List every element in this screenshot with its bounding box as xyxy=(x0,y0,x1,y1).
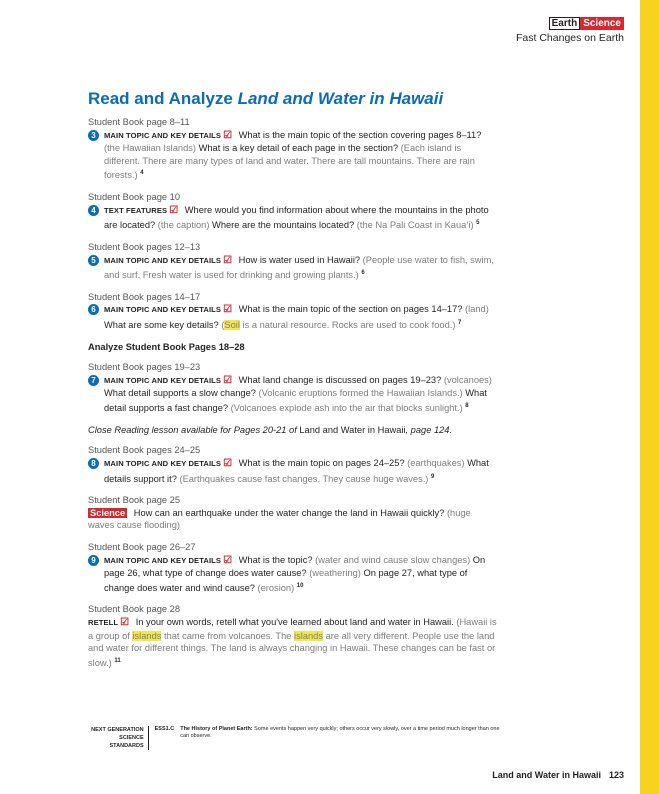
answer-text: (the Na Pali Coast in Kaua‘i) xyxy=(356,220,474,231)
skill-label: TEXT FEATURES xyxy=(104,205,168,215)
highlighted-word: Soil xyxy=(224,320,240,331)
section-heading: Analyze Student Book Pages 18–28 xyxy=(88,341,245,352)
checkbox-icon: ☑ xyxy=(120,617,130,629)
earth-science-logo xyxy=(549,17,624,30)
page-number: 123 xyxy=(608,770,624,780)
answer-text: (huge waves cause flooding) xyxy=(88,507,471,531)
standard-text: The History of Planet Earth: Some events happen very quickly; others occur very slowly, over a time period much longer than one can observe. xyxy=(180,726,500,739)
answer-text: (volcanoes) xyxy=(443,374,492,385)
retell-question: RETELL ☑ In your own words, retell what you've learned about land and water in Hawaii. (Hawaii is a group of islands that came from volcanoes. The islands are all very different. People use the land and water for different things. The land is always changing in Hawaii. These changes can be fast or slow.) $^{11}$ xyxy=(88,617,497,668)
question-item: 7 MAIN TOPIC AND KEY DETAILS ☑ What land change is discussed on pages 19–23? (volcanoes) What detail supports a slow change? (Volcanic eruptions formed the Hawaiian Islands.) What detail supports a fast change? (Volcanoes explode ash into the air that blocks sunlight.) $^8$ xyxy=(88,374,498,415)
footnote-ref: 6 xyxy=(361,270,365,277)
footnote-ref: 10 xyxy=(296,582,304,589)
page-ref: Student Book page 10 xyxy=(88,192,181,203)
checkbox-icon: ☑ xyxy=(223,129,233,141)
answer-text: (Volcanoes explode ash into the air that blocks sunlight.) xyxy=(230,403,463,414)
science-question: Science How can an earthquake under the water change the land in Hawaii quickly? (huge waves cause flooding) xyxy=(88,507,471,531)
answer-text: (erosion) xyxy=(257,582,295,593)
answer-text: (Earthquakes cause fast changes. They cause huge waves.) xyxy=(179,473,429,484)
footnote-ref: 7 xyxy=(458,320,462,326)
highlighted-word: islands xyxy=(132,630,162,641)
checkbox-icon: ☑ xyxy=(223,374,233,386)
question-number: 4 xyxy=(88,205,99,216)
question-item: 8 MAIN TOPIC AND KEY DETAILS ☑ What is the main topic on pages 24–25? (earthquakes) What details support it? (Earthquakes cause fast changes. They cause huge waves.) $^9$ xyxy=(88,457,498,485)
question-number: 9 xyxy=(88,555,99,566)
checkbox-icon: ☑ xyxy=(223,254,233,266)
answer-text: (People use water to fish, swim, and surf. Fresh water is used for drinking and growing plants.) xyxy=(104,254,494,281)
checkbox-icon: ☑ xyxy=(223,304,233,316)
answer-text: (weathering) xyxy=(309,568,361,579)
question-item: 6 MAIN TOPIC AND KEY DETAILS ☑ What is the main topic of the section on pages 14–17? (land) What are some key details? (Soil is a natural resource. Rocks are used to cook food.) $^7$ xyxy=(88,303,498,331)
footnote-ref: 9 xyxy=(431,473,435,480)
question-number: 3 xyxy=(88,130,99,141)
footnote-ref: 8 xyxy=(465,403,469,410)
page-ref: Student Book pages 19–23 xyxy=(88,362,201,373)
book-title: Land and Water in Hawaii xyxy=(237,89,444,108)
answer-text: (Each island is different. There are many types of land and water. There are tall mountains. There are rain forests.) xyxy=(104,143,475,181)
close-reading-note: Close Reading lesson available for Pages 20-21 of Land and Water in Hawaii, page 124. xyxy=(88,424,453,435)
answer-text: (land) xyxy=(465,304,489,315)
question-item: 4 TEXT FEATURES ☑ Where would you find information about where the mountains in the photo are located? (the caption) Where are the mountains located? (the Na Pali Coast in Kaua‘i) $^5$ xyxy=(88,204,498,232)
page-ref: Student Book pages 14–17 xyxy=(88,291,201,302)
lesson-content xyxy=(88,116,498,679)
page-ref: Student Book page 26–27 xyxy=(88,542,196,552)
page-ref: Student Book page 8–11 xyxy=(88,117,190,127)
skill-label: MAIN TOPIC AND KEY DETAILS xyxy=(104,555,222,565)
unit-subtitle: Fast Changes on Earth xyxy=(516,32,624,44)
checkbox-icon: ☑ xyxy=(223,457,233,469)
footer-book-title: Land and Water in Hawaii xyxy=(492,770,601,780)
question-number: 7 xyxy=(88,375,99,386)
page-ref: Student Book page 25 xyxy=(88,495,181,506)
page-footer xyxy=(492,770,624,780)
answer-text: (water and wind cause slow changes) xyxy=(315,554,471,565)
skill-label: MAIN TOPIC AND KEY DETAILS xyxy=(104,255,222,265)
skill-label: MAIN TOPIC AND KEY DETAILS xyxy=(104,130,222,140)
standard-code: ESS1.C xyxy=(154,726,175,732)
question-number: 8 xyxy=(88,458,99,469)
page-ref: Student Book pages 12–13 xyxy=(88,241,201,252)
skill-label: MAIN TOPIC AND KEY DETAILS xyxy=(104,375,222,385)
standards-footer xyxy=(88,726,508,750)
answer-text: (Hawaii is a group of islands that came from volcanoes. The islands are all very different. People use the land and water for different things. The land is always changing in Hawaii. These changes can be fast or slow.) xyxy=(88,617,497,668)
footnote-ref: 4 xyxy=(140,170,144,177)
checkbox-icon: ☑ xyxy=(223,554,233,566)
question-number: 5 xyxy=(88,255,99,266)
answer-text: (the caption) xyxy=(157,220,210,231)
question-item: 5 MAIN TOPIC AND KEY DETAILS ☑ How is water used in Hawaii? (People use water to fish, swim, and surf. Fresh water is used for drinking and growing plants.) $^6$ xyxy=(88,254,498,282)
question-number: 6 xyxy=(88,304,99,315)
brand-earth: Earth xyxy=(549,17,581,30)
skill-label: MAIN TOPIC AND KEY DETAILS xyxy=(104,458,222,468)
answer-text: (earthquakes) xyxy=(407,457,465,468)
checkbox-icon: ☑ xyxy=(169,204,179,216)
skill-label: RETELL xyxy=(88,618,119,628)
footnote-ref: 5 xyxy=(476,220,480,227)
science-badge: Science xyxy=(90,507,126,518)
question-item: 3 MAIN TOPIC AND KEY DETAILS ☑ What is the main topic of the section covering pages 8–11? (the Hawaiian Islands) What is a key detail of each page in the section? (Each island is different. There are many types of land and water. There are tall mountains. There are rain forests.) $^4$ xyxy=(88,129,498,182)
highlighted-word: islands xyxy=(294,630,323,641)
standards-label: NEXT GENERATION SCIENCE STANDARDS xyxy=(88,726,149,750)
answer-text: (Volcanic eruptions formed the Hawaiian Islands.) xyxy=(258,388,463,399)
yellow-side-bar xyxy=(640,0,659,794)
question-item: 9 MAIN TOPIC AND KEY DETAILS ☑ What is the topic? (water and wind cause slow changes) On page 26, what type of change does water cause? (weathering) On page 27, what type of change does water and wind cause? (erosion) $^{10}$ xyxy=(88,554,498,595)
skill-label: MAIN TOPIC AND KEY DETAILS xyxy=(104,305,222,315)
page-ref: Student Book page 28 xyxy=(88,604,181,615)
page-title: Read and Analyze Land and Water in Hawaii xyxy=(88,89,444,108)
brand-science: Science xyxy=(580,17,624,30)
page-ref: Student Book pages 24–25 xyxy=(88,445,201,456)
footnote-ref: 11 xyxy=(114,657,121,664)
answer-text: (Soil is a natural resource. Rocks are used to cook food.) xyxy=(221,320,456,331)
answer-text: (the Hawaiian Islands) xyxy=(104,143,196,154)
